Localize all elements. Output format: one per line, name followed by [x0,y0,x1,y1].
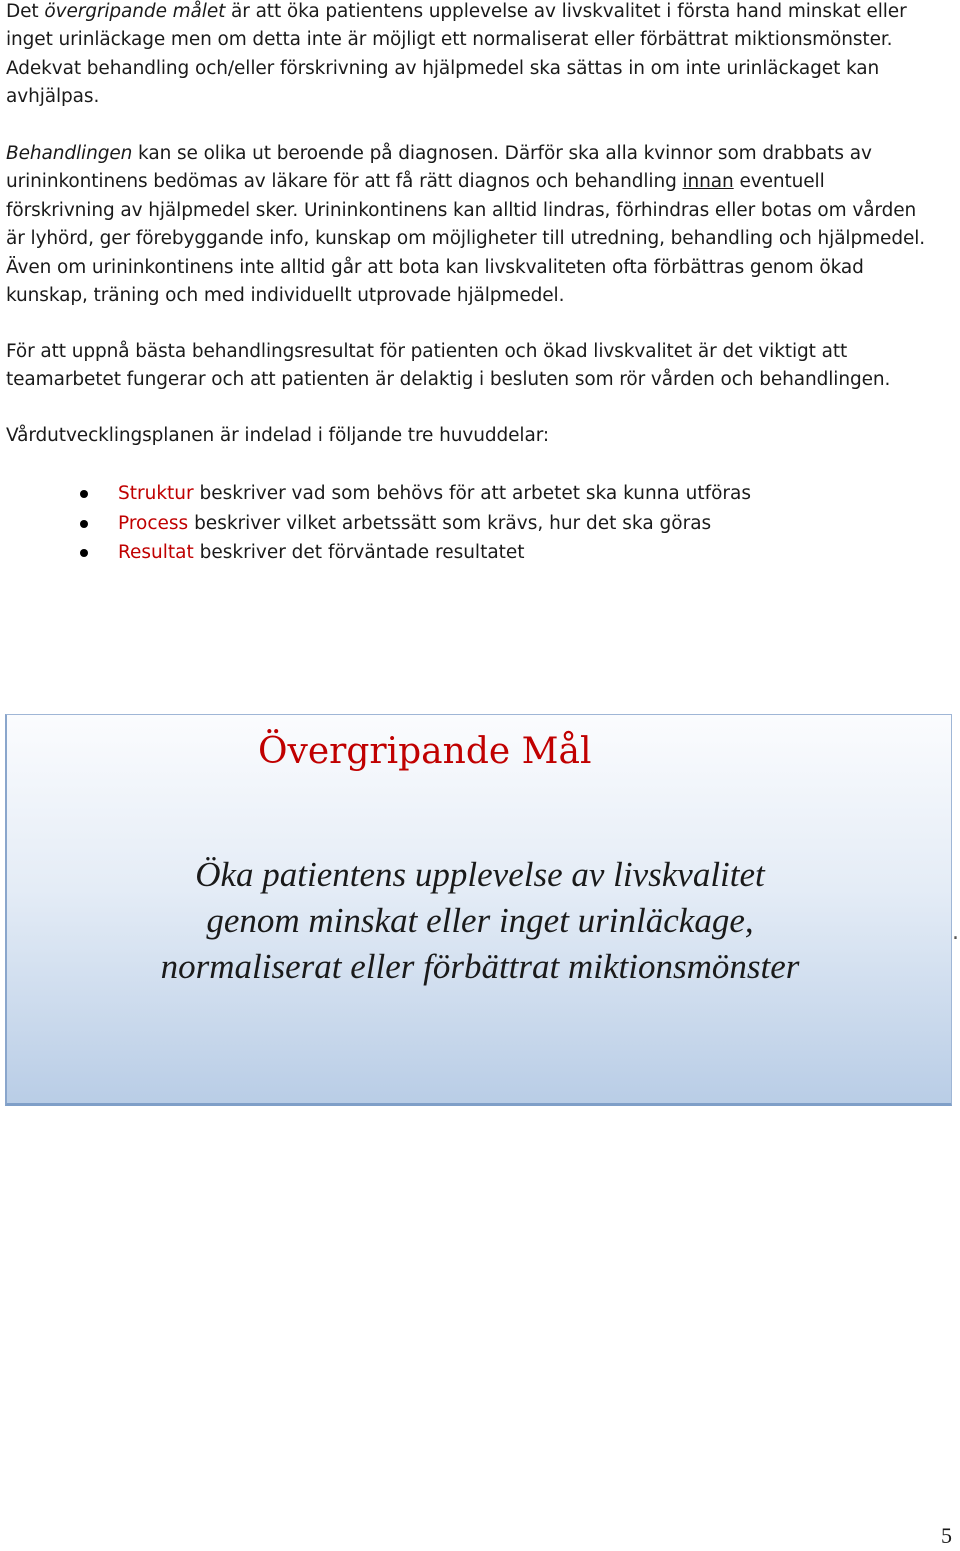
list-item [0,538,960,568]
treatment-text: urininkontinens bedömas av läkare för att få rätt diagnos och behandling [6,171,683,193]
list-item-text [118,479,751,509]
goal-title: Övergripande Mål [258,731,592,772]
plan-intro: Vårdutvecklingsplanen är indelad i följande tre huvuddelar: [6,425,550,446]
treatment-line-6: kunskap, träning och med individuellt utprovade hjälpmedel. [6,285,565,307]
teamwork-line-1: För att uppnå bästa behandlingsresultat för patienten och ökad livskvalitet är det viktigt att [6,341,848,362]
intro-line-1 [6,0,956,26]
page-number: 5 [941,1523,952,1548]
bullet-term: Resultat [118,542,194,564]
stray-period: . [952,920,959,945]
list-item [0,479,960,509]
goal-line-2: genom minskat eller inget urinläckage, [206,901,754,940]
treatment-text: eventuell [733,171,825,193]
goal-line-3: normaliserat eller förbättrat miktionsmönster [160,947,800,986]
goal-statement [0,852,960,990]
bullet-term: Process [118,512,189,534]
list-item-text [118,538,525,568]
treatment-line-3: förskrivning av hjälpmedel sker. Urininkontinens kan alltid lindras, förhindras eller botas om vården [6,199,917,221]
treatment-line-2 [6,168,956,196]
underlined-word: innan [682,171,734,193]
intro-emphasis: övergripande målet [44,1,226,22]
teamwork-paragraph [6,338,956,395]
bullet-icon [80,520,88,528]
goal-line-1: Öka patientens upplevelse av livskvalitet [195,855,765,894]
bullet-desc: beskriver vad som behövs för att arbetet ska kunna utföras [193,483,752,504]
bullet-icon [80,549,88,557]
bullet-icon [80,490,88,498]
intro-line-3: Adekvat behandling och/eller förskrivning av hjälpmedel ska sättas in om inte urinläckaget kan [6,57,880,79]
treatment-line-4: är lyhörd, ger förebyggande info, kunskap om möjligheter till utredning, behandling och hjälpmedel. [6,228,926,250]
intro-line-2: inget urinläckage men om detta inte är möjligt ett normaliserat eller förbättrat miktionsmönster. [6,29,893,51]
intro-line-4: avhjälpas. [6,86,100,108]
intro-paragraph [6,0,956,112]
bullet-term: Struktur [118,483,194,504]
intro-prefix: Det [6,1,45,22]
list-item [0,509,960,539]
bullet-desc: beskriver vilket arbetssätt som krävs, hur det ska göras [188,512,712,534]
treatment-paragraph [6,140,956,310]
list-item-text [118,509,711,539]
teamwork-line-2: teamarbetet fungerar och att patienten är delaktig i besluten som rör vården och behandlingen. [6,369,891,391]
bullet-list [0,479,960,568]
treatment-emphasis: Behandlingen [6,143,133,164]
bullet-desc: beskriver det förväntade resultatet [193,542,525,564]
treatment-line-5: Även om urininkontinens inte alltid går att bota kan livskvaliteten ofta förbättras genom ökad [6,256,864,278]
treatment-text: kan se olika ut beroende på diagnosen. Därför ska alla kvinnor som drabbats av [132,143,872,164]
intro-text: är att öka patientens upplevelse av livskvalitet i första hand minskat eller [225,1,907,22]
treatment-line-1 [6,140,956,168]
